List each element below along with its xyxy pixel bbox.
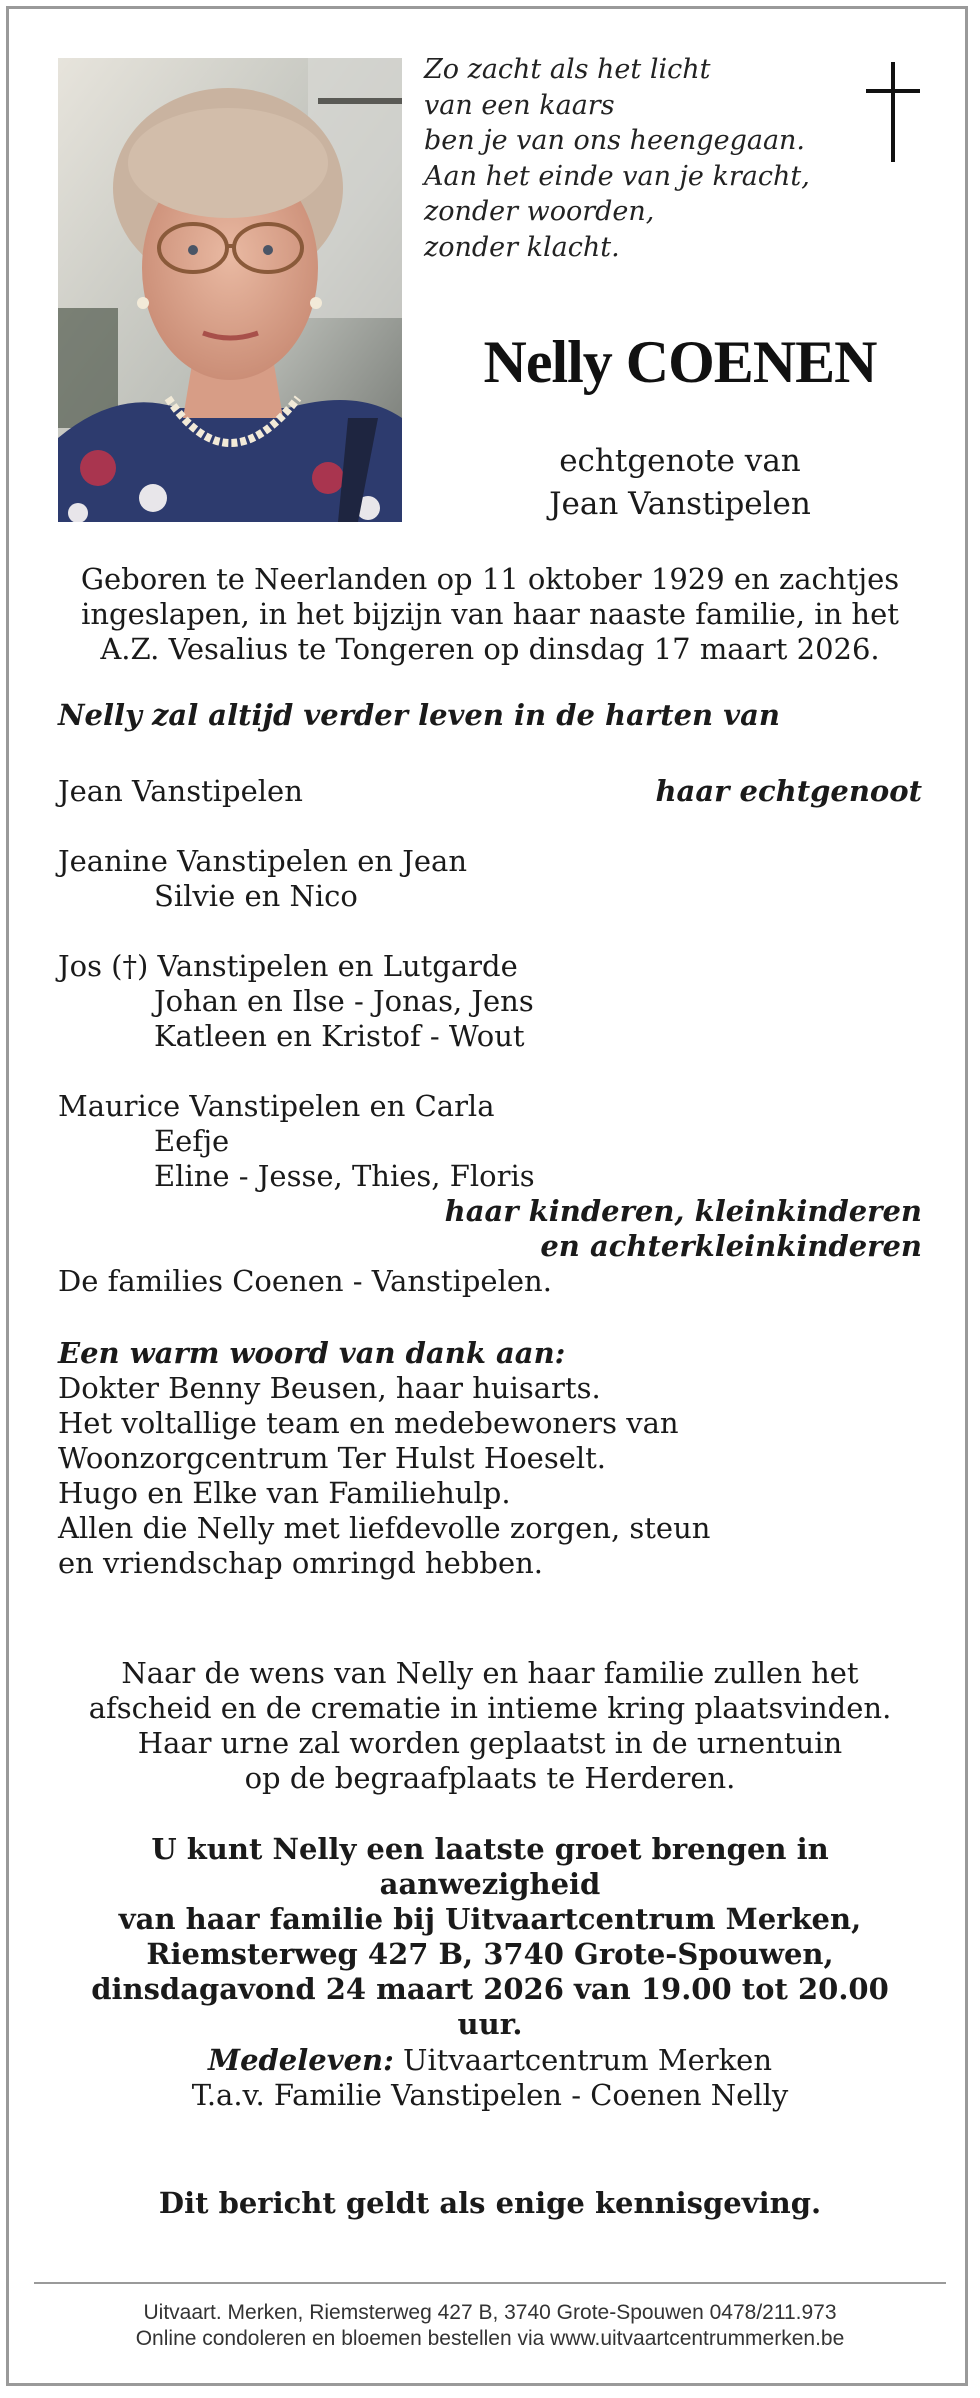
poem-line: ben je van ons heengegaan. <box>424 125 806 156</box>
wish-line: afscheid en de crematie in intieme kring plaatsvinden. <box>88 1691 892 1725</box>
poem-line: Zo zacht als het licht <box>424 54 711 85</box>
wish-line: Haar urne zal worden geplaatst in de urnentuin <box>137 1726 843 1760</box>
poem <box>424 52 824 265</box>
cross-icon <box>862 62 924 162</box>
families-line: De families Coenen - Vanstipelen. <box>58 1264 552 1298</box>
thanks-line: Woonzorgcentrum Ter Hulst Hoeselt. <box>58 1441 607 1475</box>
footer-divider <box>34 2282 946 2284</box>
family-parent: Jeanine Vanstipelen en Jean <box>58 844 468 878</box>
family-role: en achterkleinkinderen <box>540 1229 922 1263</box>
visit-line: van haar familie bij Uitvaartcentrum Merken, <box>118 1902 862 1936</box>
thanks-block <box>58 1336 922 1581</box>
family-children: Eefje <box>154 1124 230 1158</box>
family-role-row <box>58 1194 922 1229</box>
thanks-heading: Een warm woord van dank aan: <box>58 1336 566 1370</box>
birth-line: Geboren te Neerlanden op 11 oktober 1929 en zachtjes <box>80 562 900 596</box>
condolence-line <box>58 2043 922 2078</box>
family-children: Eline - Jesse, Thies, Floris <box>154 1159 535 1193</box>
portrait-photo <box>58 58 402 522</box>
poem-line: Aan het einde van je kracht, <box>424 160 810 192</box>
birth-line: A.Z. Vesalius te Tongeren op dinsdag 17 maart 2026. <box>100 632 880 666</box>
birth-line: ingeslapen, in het bijzijn van haar naaste familie, in het <box>81 597 899 631</box>
spouse-label: echtgenote van <box>559 443 801 479</box>
visit-line: U kunt Nelly een laatste groet brengen in aanwezigheid <box>151 1832 829 1901</box>
poem-line: zonder woorden, <box>424 196 655 227</box>
thanks-line: Allen die Nelly met liefdevolle zorgen, steun <box>58 1511 711 1545</box>
thanks-line: Het voltallige team en medebewoners van <box>58 1406 679 1440</box>
thanks-line: Hugo en Elke van Familiehulp. <box>58 1476 511 1510</box>
condolence-label: Medeleven: <box>207 2043 394 2077</box>
condolence-line: T.a.v. Familie Vanstipelen - Coenen Nelly <box>191 2078 789 2112</box>
deceased-name: Nelly COENEN <box>483 329 877 395</box>
thanks-line: Dokter Benny Beusen, haar huisarts. <box>58 1371 601 1405</box>
family-children: Katleen en Kristof - Wout <box>154 1019 525 1053</box>
family-parent: Jos (†) Vanstipelen en Lutgarde <box>58 949 518 983</box>
family-intro: Nelly zal altijd verder leven in de harten van <box>58 698 780 732</box>
wish-line: Naar de wens van Nelly en haar familie zullen het <box>121 1656 859 1690</box>
footer-line: Uitvaart. Merken, Riemsterweg 427 B, 3740 Grote-Spouwen 0478/211.973 <box>143 2301 837 2324</box>
condolence-address <box>58 2043 922 2113</box>
funeral-wish <box>58 1656 922 1796</box>
visit-line: dinsdagavond 24 maart 2026 van 19.00 tot 20.00 uur. <box>91 1972 889 2041</box>
condolence-recipient: Uitvaartcentrum Merken <box>393 2043 773 2077</box>
footer-line: Online condoleren en bloemen bestellen via www.uitvaartcentrummerken.be <box>135 2327 845 2350</box>
husband-name: Jean Vanstipelen <box>58 774 303 808</box>
footer <box>40 2300 940 2352</box>
husband-role: haar echtgenoot <box>655 774 922 808</box>
wish-line: op de begraafplaats te Herderen. <box>244 1761 736 1795</box>
visit-line: Riemsterweg 427 B, 3740 Grote-Spouwen, <box>146 1937 834 1971</box>
family-parent: Maurice Vanstipelen en Carla <box>58 1089 495 1123</box>
family-children: Johan en Ilse - Jonas, Jens <box>154 984 534 1018</box>
spouse-name: Jean Vanstipelen <box>549 486 811 522</box>
visitation-info <box>58 1832 922 2042</box>
family-list <box>58 774 922 1299</box>
thanks-line: en vriendschap omringd hebben. <box>58 1546 543 1580</box>
sole-notice: Dit bericht geldt als enige kennisgeving. <box>158 2186 822 2220</box>
husband-row <box>58 774 922 809</box>
spouse-block <box>400 440 960 526</box>
birth-details <box>58 562 922 667</box>
poem-line: van een kaars <box>424 89 615 121</box>
family-role-row <box>58 1229 922 1264</box>
family-role: haar kinderen, kleinkinderen <box>444 1194 922 1228</box>
poem-line: zonder klacht. <box>424 231 620 263</box>
family-children: Silvie en Nico <box>154 879 358 913</box>
